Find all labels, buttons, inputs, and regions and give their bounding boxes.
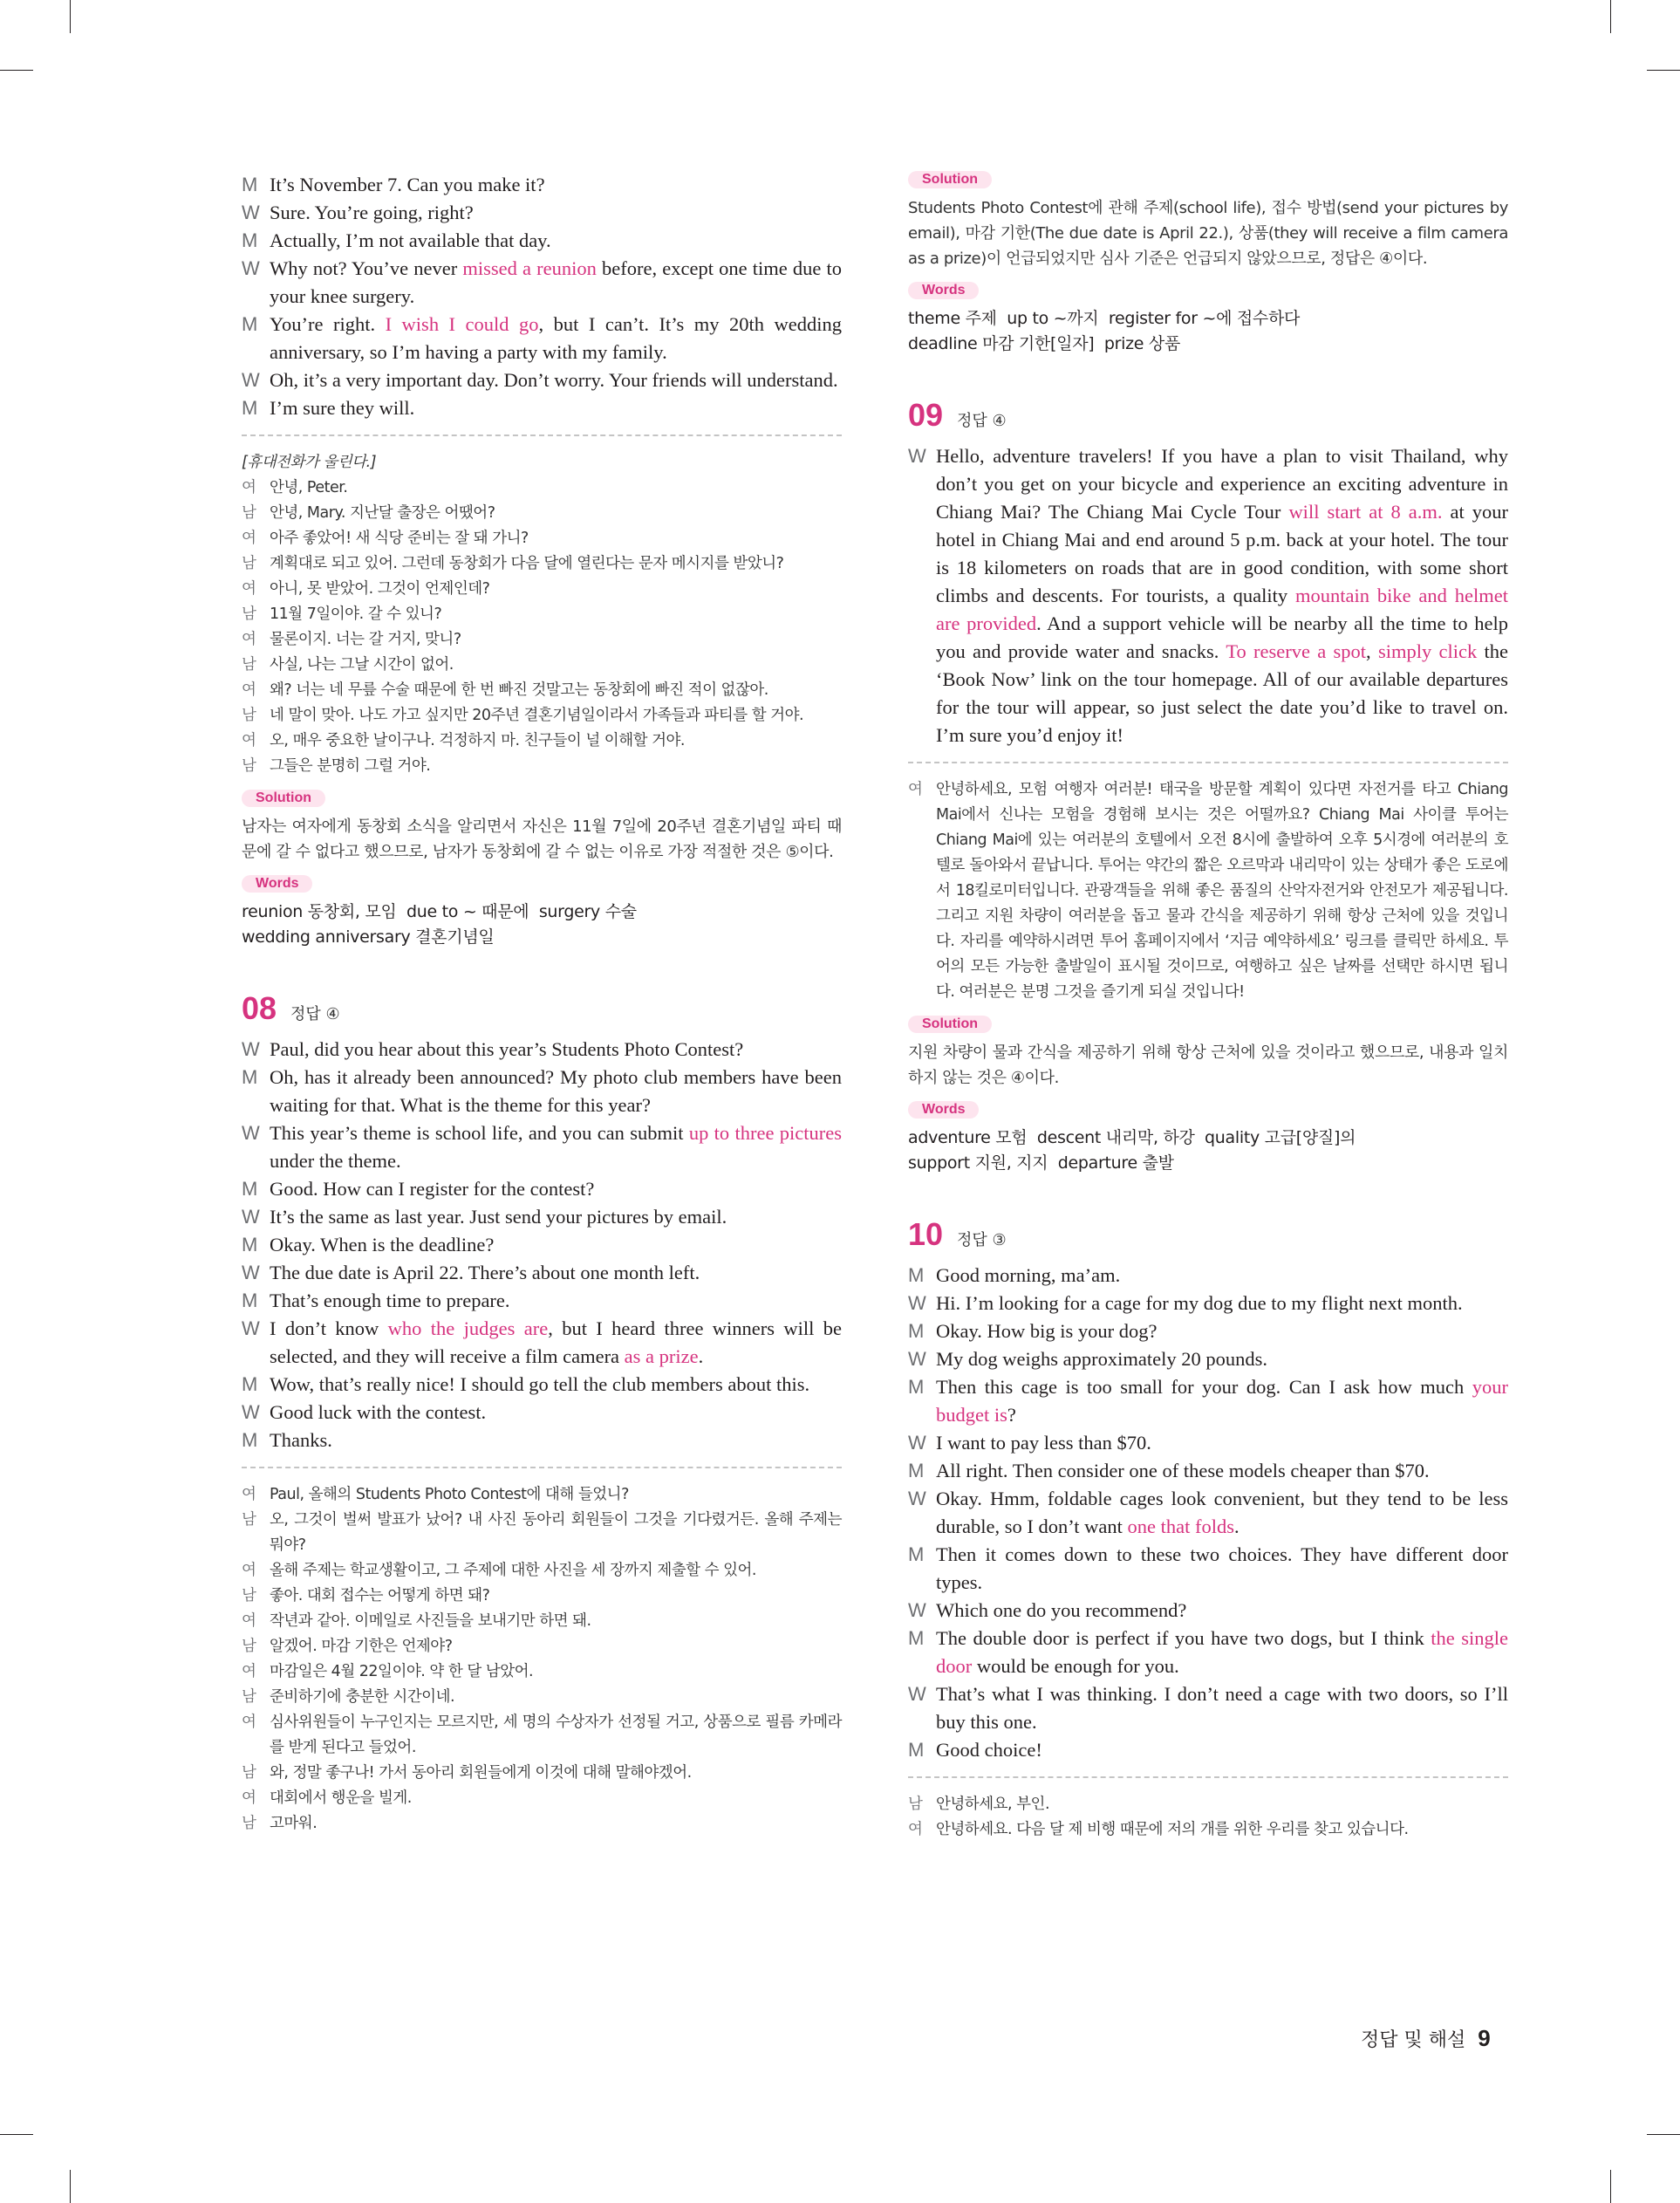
- translation-text: 안녕하세요. 다음 달 제 비행 때문에 저의 개를 위한 우리를 찾고 있습니다.: [936, 1821, 1409, 1838]
- speaker-label: M: [242, 1178, 258, 1200]
- dialogue-line: [908, 1736, 1508, 1764]
- vocab-line: support 지원, 지지 departure 출발: [908, 1153, 1174, 1173]
- crop-mark: [70, 0, 71, 33]
- speaker-label: M: [242, 1373, 258, 1395]
- dialogue-07-continued: [242, 171, 842, 422]
- text-segment: Good. How can I register for the contest?: [270, 1178, 595, 1200]
- translation-text: 물론이지. 너는 갈 거지, 맞니?: [270, 631, 461, 648]
- dialogue-text: [270, 171, 842, 199]
- dialogue-08: [242, 1036, 842, 1454]
- dialogue-line: [242, 1315, 842, 1371]
- speaker-label: W: [908, 1348, 926, 1370]
- speaker-label: W: [908, 1432, 926, 1454]
- dialogue-line: [242, 1203, 842, 1231]
- translation-line: [242, 1558, 842, 1584]
- dialogue-line: [908, 1345, 1508, 1373]
- dialogue-line: [908, 1680, 1508, 1736]
- dialogue-text: [270, 366, 842, 394]
- dashed-divider: [908, 762, 1508, 763]
- speaker-label: W: [908, 1488, 926, 1509]
- speaker-label: 남: [242, 1638, 256, 1655]
- question-08-header: [242, 990, 842, 1027]
- text-segment: Then it comes down to these two choices. They have different door types.: [936, 1543, 1508, 1593]
- highlighted-phrase: your budget is: [936, 1376, 1508, 1426]
- text-segment: would be enough for you.: [972, 1655, 1179, 1677]
- dialogue-text: [936, 1541, 1508, 1597]
- translation-text: 안녕하세요, 모험 여행자 여러분! 태국을 방문할 계획이 있다면 자전거를 타고 Chiang Mai에서 신나는 모험을 경험해 보시는 것은 어떨까요? Chiang Mai 사이클 투어는 Chiang Mai에 있는 여러분의 호텔에서 오전 8시에 출발하여 오후 5시경에 여러분의 호텔로 돌아와서 끝납니다. 투어는 약간의 짧은 오르막과 내리막이 있는 상태가 좋은 도로에서 18킬로미터입니다. 관광객들을 위해 좋은 품질의 산악자전거와 안전모가 제공됩니다. 그리고 지원 차량이 여러분을 돕고 물과 간식을 제공하기 위해 항상 근처에 있을 것입니다. 자리를 예약하시려면 투어 홈페이지에서 ‘지금 예약하세요’ 링크를 클릭만 하세요. 투어의 모든 가능한 출발일이 표시될 것이므로, 여행하고 싶은 날짜를 선택만 하시면 됩니다. 여러분은 분명 그것을 즐기게 되실 것입니다!: [936, 781, 1508, 1001]
- translation-line: [242, 526, 842, 551]
- speaker-label: M: [242, 229, 258, 251]
- dialogue-text: [270, 1064, 842, 1119]
- text-segment: Good luck with the contest.: [270, 1401, 487, 1423]
- dialogue-text: [936, 1625, 1508, 1680]
- translation-text: 안녕, Peter.: [270, 479, 348, 496]
- translation-line: [242, 729, 842, 754]
- translation-line: [242, 1609, 842, 1634]
- dialogue-line: [242, 1231, 842, 1259]
- dialogue-line: [242, 1119, 842, 1175]
- dialogue-line: [908, 1290, 1508, 1317]
- translation-text: 네 말이 맞아. 나도 가고 싶지만 20주년 결혼기념일이라서 가족들과 파티를 할 거야.: [270, 707, 804, 724]
- speaker-label: 여: [242, 1714, 256, 1731]
- dialogue-text: [936, 1317, 1508, 1345]
- speaker-label: M: [242, 397, 258, 419]
- question-09-header: [908, 397, 1508, 434]
- right-column: [908, 171, 1508, 1843]
- speaker-label: 여: [242, 1486, 256, 1503]
- solution-badge: Solution: [908, 1016, 992, 1033]
- dialogue-text: [270, 394, 842, 422]
- speaker-label: 남: [242, 707, 256, 724]
- text-segment: Okay. How big is your dog?: [936, 1320, 1158, 1342]
- speaker-label: 남: [242, 1688, 256, 1706]
- words-badge: Words: [908, 282, 979, 299]
- dialogue-text: [270, 1231, 842, 1259]
- text-segment: It’s November 7. Can you make it?: [270, 174, 545, 195]
- dialogue-text: [270, 1259, 842, 1287]
- translation-line: [242, 577, 842, 602]
- translation-line: [242, 1685, 842, 1710]
- translation-text: 오, 그것이 벌써 발표가 났어? 내 사진 동아리 회원들이 그것을 기다렸거든. 올해 주제는 뭐야?: [270, 1511, 842, 1554]
- text-segment: before, except one time due to your knee surgery.: [270, 257, 842, 307]
- text-segment: .: [698, 1345, 704, 1367]
- crop-mark: [1610, 0, 1611, 33]
- translation-text: 계획대로 되고 있어. 그런데 동창회가 다음 달에 열린다는 문자 메시지를 받았니?: [270, 555, 784, 572]
- page-number: 9: [1478, 2025, 1491, 2051]
- dialogue-line: [908, 1373, 1508, 1429]
- translation-line: [242, 1786, 842, 1811]
- translation-line: [242, 475, 842, 501]
- text-segment: Hi. I’m looking for a cage for my dog due to my flight next month.: [936, 1292, 1463, 1314]
- dialogue-text: [270, 1203, 842, 1231]
- speaker-label: M: [908, 1264, 925, 1286]
- answer-label: 정답 ④: [290, 1005, 340, 1023]
- text-segment: Wow, that’s really nice! I should go tell the club members about this.: [270, 1373, 810, 1395]
- speaker-label: W: [242, 257, 260, 279]
- translation-line: [242, 602, 842, 627]
- dialogue-text: [936, 1597, 1508, 1625]
- dialogue-line: [908, 1625, 1508, 1680]
- translation-line: [242, 678, 842, 703]
- translation-text: 안녕, Mary. 지난달 출장은 어땠어?: [270, 504, 495, 522]
- dialogue-line: [908, 1457, 1508, 1485]
- dialogue-text: [936, 1429, 1508, 1457]
- speaker-label: M: [908, 1627, 925, 1649]
- text-segment: ,: [1366, 640, 1378, 662]
- speaker-label: W: [242, 1122, 260, 1144]
- speaker-label: 여: [242, 1562, 256, 1579]
- speaker-label: M: [242, 1429, 258, 1451]
- speaker-label: M: [242, 1234, 258, 1255]
- translation-text: 와, 정말 좋구나! 가서 동아리 회원들에게 이것에 대해 말해야겠어.: [270, 1764, 692, 1782]
- speaker-label: 여: [242, 1612, 256, 1630]
- speaker-label: 남: [242, 1587, 256, 1604]
- question-number: 09: [908, 397, 944, 433]
- text-segment: It’s the same as last year. Just send your pictures by email.: [270, 1206, 727, 1228]
- text-segment: Thanks.: [270, 1429, 332, 1451]
- text-segment: .: [1234, 1515, 1240, 1537]
- text-segment: Sure. You’re going, right?: [270, 202, 474, 223]
- speaker-label: 여: [242, 1663, 256, 1680]
- speaker-label: M: [908, 1460, 925, 1481]
- dialogue-line: [242, 366, 842, 394]
- vocab-line: adventure 모험 descent 내리막, 하강 quality 고급[양질]의: [908, 1128, 1356, 1147]
- speaker-label: 남: [242, 1511, 256, 1529]
- speaker-label: M: [908, 1543, 925, 1565]
- left-column: [242, 171, 842, 1837]
- translation-line: [242, 1634, 842, 1659]
- speaker-label: W: [242, 1038, 260, 1060]
- translation-line: [908, 777, 1508, 1005]
- dialogue-line: [242, 394, 842, 422]
- speaker-label: 남: [908, 1796, 923, 1813]
- speaker-label: 여: [242, 479, 256, 496]
- highlighted-phrase: simply click: [1377, 640, 1478, 662]
- dialogue-text: [270, 1426, 842, 1454]
- speaker-label: 남: [242, 504, 256, 522]
- text-segment: I want to pay less than $70.: [936, 1432, 1151, 1454]
- highlighted-phrase: will start at 8 a.m.: [1288, 501, 1443, 523]
- translation-line: [908, 1792, 1508, 1817]
- text-segment: ?: [1007, 1404, 1016, 1426]
- translation-text: 그들은 분명히 그럴 거야.: [270, 757, 431, 775]
- translation-text: 고마워.: [270, 1815, 318, 1832]
- dialogue-line: [242, 1371, 842, 1399]
- speaker-label: 남: [242, 1764, 256, 1782]
- text-segment: That’s enough time to prepare.: [270, 1290, 510, 1311]
- speaker-label: 남: [242, 656, 256, 674]
- dialogue-text: [936, 1290, 1508, 1317]
- speaker-label: W: [242, 369, 260, 391]
- solution-badge: Solution: [242, 790, 325, 807]
- korean-translation-09: [908, 777, 1508, 1005]
- text-segment: the ‘Book Now’ link on the tour homepage. All of our available departures for the tour will appear, so just select the date you’d like to travel on. I’m sure you’d enjoy it!: [936, 640, 1508, 746]
- answer-label: 정답 ④: [957, 412, 1007, 430]
- speaker-label: 여: [242, 530, 256, 547]
- solution-badge: Solution: [908, 171, 992, 188]
- footer-title: 정답 및 해설: [1361, 2029, 1466, 2051]
- translation-text: 작년과 같아. 이메일로 사진들을 보내기만 하면 돼.: [270, 1612, 591, 1630]
- speaker-label: M: [908, 1320, 925, 1342]
- words-badge: Words: [908, 1101, 979, 1119]
- speaker-label: 여: [242, 681, 256, 699]
- speaker-label: M: [242, 1290, 258, 1311]
- crop-mark: [0, 2134, 33, 2135]
- translation-line: [242, 1584, 842, 1609]
- crop-mark: [1610, 2170, 1611, 2203]
- crop-mark: [1647, 2134, 1680, 2135]
- dialogue-line: [908, 1317, 1508, 1345]
- vocab-line: wedding anniversary 결혼기념일: [242, 927, 495, 947]
- text-segment: Okay. Hmm, foldable cages look convenient, but they tend to be less durable, so I don’t want: [936, 1488, 1508, 1537]
- text-segment: Oh, it’s a very important day. Don’t worry. Your friends will understand.: [270, 369, 838, 391]
- question-10-header: [908, 1216, 1508, 1253]
- dialogue-text: [936, 442, 1508, 749]
- text-segment: , but I can’t. It’s my 20th wedding anniversary, so I’m having a party with my family.: [270, 313, 843, 363]
- highlighted-phrase: missed a reunion: [462, 257, 597, 279]
- vocab-line: reunion 동창회, 모임 due to ~ 때문에 surgery 수술: [242, 902, 637, 921]
- speaker-label: M: [242, 1066, 258, 1088]
- dialogue-line: [908, 1262, 1508, 1290]
- solution-07: 남자는 여자에게 동창회 소식을 알리면서 자신은 11월 7일에 20주년 결혼기념일 파티 때문에 갈 수 없다고 했으므로, 남자가 동창회에 갈 수 없는 이유로 가장 적절한 것은 ⑤이다.: [242, 818, 842, 861]
- text-segment: Paul, did you hear about this year’s Students Photo Contest?: [270, 1038, 744, 1060]
- solution-08: Students Photo Contest에 관해 주제(school life), 접수 방법(send your pictures by email), 마감 기한(The due date is April 22.), 상품(they will receive a film camera as a prize)이 언급되었지만 심사 기준은 언급되지 않았으므로, 정답은 ④이다.: [908, 199, 1508, 268]
- translation-text: 올해 주제는 학교생활이고, 그 주제에 대한 사진을 세 장까지 제출할 수 있어.: [270, 1562, 756, 1579]
- crop-mark: [0, 70, 33, 71]
- speaker-label: M: [242, 174, 258, 195]
- dialogue-line: [242, 227, 842, 255]
- translation-line: [242, 703, 842, 729]
- dialogue-line: [242, 1287, 842, 1315]
- text-segment: You’re right.: [270, 313, 386, 335]
- translation-line: [242, 501, 842, 526]
- highlighted-phrase: mountain bike and helmet are provided: [936, 585, 1508, 634]
- dialogue-line: [242, 1259, 842, 1287]
- crop-mark: [70, 2170, 71, 2203]
- dialogue-text: [270, 1315, 842, 1371]
- translation-text: 대회에서 행운을 빌게.: [270, 1789, 412, 1807]
- dialogue-line: [242, 1399, 842, 1426]
- text-segment: All right. Then consider one of these models cheaper than $70.: [936, 1460, 1430, 1481]
- dialogue-line: [908, 1485, 1508, 1541]
- dialogue-text: [270, 311, 842, 366]
- speaker-label: 여: [908, 1821, 923, 1838]
- speaker-label: 남: [242, 555, 256, 572]
- vocab-line: deadline 마감 기한[일자] prize 상품: [908, 334, 1181, 353]
- translation-line: [242, 653, 842, 678]
- text-segment: Good morning, ma’am.: [936, 1264, 1121, 1286]
- words-07: [242, 900, 842, 950]
- words-badge: Words: [242, 875, 312, 893]
- text-segment: My dog weighs approximately 20 pounds.: [936, 1348, 1267, 1370]
- dialogue-line: [242, 1426, 842, 1454]
- crop-mark: [1647, 70, 1680, 71]
- dialogue-line: [242, 311, 842, 366]
- text-segment: Oh, has it already been announced? My photo club members have been waiting for that. What is the theme for this year?: [270, 1066, 842, 1116]
- highlighted-phrase: the single door: [936, 1627, 1509, 1677]
- speaker-label: W: [908, 1292, 926, 1314]
- dialogue-10: [908, 1262, 1508, 1764]
- translation-line: [242, 1508, 842, 1558]
- speaker-label: 여: [242, 631, 256, 648]
- translation-text: 11월 7일이야. 갈 수 있니?: [270, 605, 442, 623]
- translation-text: 심사위원들이 누구인지는 모르지만, 세 명의 수상자가 선정될 거고, 상품으로 필름 카메라를 받게 된다고 들었어.: [270, 1714, 842, 1756]
- text-segment: under the theme.: [270, 1150, 401, 1172]
- highlighted-phrase: one that folds: [1127, 1515, 1235, 1537]
- speaker-label: M: [242, 313, 258, 335]
- highlighted-phrase: To reserve a spot: [1226, 640, 1367, 662]
- dialogue-text: [936, 1345, 1508, 1373]
- dialogue-text: [936, 1680, 1508, 1736]
- dialogue-line: [908, 1429, 1508, 1457]
- text-segment: That’s what I was thinking. I don’t need a cage with two doors, so I’ll buy this one.: [936, 1683, 1508, 1733]
- dialogue-text: [936, 1457, 1508, 1485]
- speaker-label: W: [242, 1401, 260, 1423]
- translation-line: [242, 1761, 842, 1786]
- dialogue-line: [242, 1064, 842, 1119]
- dialogue-line: [242, 1036, 842, 1064]
- translation-text: 마감일은 4월 22일이야. 약 한 달 남았어.: [270, 1663, 534, 1680]
- translation-text: 왜? 너는 네 무릎 수술 때문에 한 번 빠진 것말고는 동창회에 빠진 적이 없잖아.: [270, 681, 768, 699]
- translation-line: [908, 1817, 1508, 1843]
- speaker-label: 여: [242, 732, 256, 749]
- text-segment: Actually, I’m not available that day.: [270, 229, 551, 251]
- question-number: 08: [242, 990, 277, 1026]
- answer-label: 정답 ③: [957, 1231, 1007, 1249]
- dialogue-line: [908, 1541, 1508, 1597]
- dialogue-text: [270, 199, 842, 227]
- text-segment: Good choice!: [936, 1739, 1042, 1761]
- speaker-label: 여: [908, 781, 923, 798]
- dialogue-text: [270, 1175, 842, 1203]
- speaker-label: W: [908, 1599, 926, 1621]
- dialogue-09: [908, 442, 1508, 749]
- solution-09: 지원 차량이 물과 간식을 제공하기 위해 항상 근처에 있을 것이라고 했으므로, 내용과 일치하지 않는 것은 ④이다.: [908, 1043, 1508, 1087]
- translation-text: 오, 매우 중요한 날이구나. 걱정하지 마. 친구들이 널 이해할 거야.: [270, 732, 685, 749]
- translation-line: [242, 1811, 842, 1837]
- korean-translation-07: [242, 450, 842, 779]
- translation-text: 준비하기에 충분한 시간이네.: [270, 1688, 455, 1706]
- dialogue-text: [270, 1399, 842, 1426]
- translation-lines: [242, 475, 842, 779]
- question-number: 10: [908, 1216, 944, 1252]
- dialogue-line: [242, 255, 842, 311]
- text-segment: Which one do you recommend?: [936, 1599, 1187, 1621]
- speaker-label: 남: [242, 1815, 256, 1832]
- translation-line: [242, 754, 842, 779]
- text-segment: This year’s theme is school life, and you can submit: [270, 1122, 689, 1144]
- dialogue-text: [270, 227, 842, 255]
- text-segment: , but I heard three winners will be selected, and they will receive a film camera: [270, 1317, 842, 1367]
- korean-translation-10: [908, 1792, 1508, 1843]
- highlighted-phrase: who the judges are: [387, 1317, 549, 1339]
- text-segment: The due date is April 22. There’s about one month left.: [270, 1262, 700, 1283]
- dialogue-text: [270, 1287, 842, 1315]
- speaker-label: 여: [242, 580, 256, 598]
- text-segment: . And a support vehicle will be nearby all the time to help you and provide water and snacks.: [936, 612, 1508, 662]
- translation-text: 안녕하세요, 부인.: [936, 1796, 1050, 1813]
- dashed-divider: [242, 434, 842, 436]
- vocab-line: theme 주제 up to ~까지 register for ~에 접수하다: [908, 309, 1301, 328]
- translation-line: [242, 551, 842, 577]
- text-segment: at your hotel in Chiang Mai and end around 5 p.m. back at your hotel. The tour is 18 kilometers on roads that are in good condition, with some short climbs and descents. For tourists, a quality: [936, 501, 1509, 606]
- translation-text: 아니, 못 받았어. 그것이 언제인데?: [270, 580, 490, 598]
- highlighted-phrase: as a prize: [624, 1345, 699, 1367]
- speaker-label: 남: [242, 757, 256, 775]
- translation-text: 아주 좋았어! 새 식당 준비는 잘 돼 가니?: [270, 530, 529, 547]
- words-08: [908, 306, 1508, 357]
- dialogue-text: [270, 1371, 842, 1399]
- translation-line: [242, 1710, 842, 1761]
- translation-note: [휴대전화가 울린다.]: [242, 454, 377, 471]
- highlighted-phrase: up to three pictures: [688, 1122, 842, 1144]
- korean-translation-08: [242, 1482, 842, 1837]
- dialogue-line: [242, 1175, 842, 1203]
- speaker-label: W: [242, 1206, 260, 1228]
- dashed-divider: [908, 1776, 1508, 1778]
- speaker-label: W: [908, 445, 926, 467]
- text-segment: Okay. When is the deadline?: [270, 1234, 495, 1255]
- speaker-label: W: [242, 1317, 260, 1339]
- speaker-label: W: [242, 1262, 260, 1283]
- dialogue-text: [270, 255, 842, 311]
- translation-line: [242, 627, 842, 653]
- translation-text: Paul, 올해의 Students Photo Contest에 대해 들었니?: [270, 1486, 629, 1503]
- words-09: [908, 1125, 1508, 1176]
- dialogue-line: [908, 1597, 1508, 1625]
- speaker-label: M: [908, 1739, 925, 1761]
- translation-text: 사실, 나는 그날 시간이 없어.: [270, 656, 454, 674]
- dialogue-text: [270, 1036, 842, 1064]
- dashed-divider: [242, 1467, 842, 1468]
- text-segment: I’m sure they will.: [270, 397, 415, 419]
- dialogue-text: [936, 1373, 1508, 1429]
- dialogue-line: [242, 171, 842, 199]
- dialogue-text: [936, 1485, 1508, 1541]
- dialogue-line: [908, 442, 1508, 749]
- text-segment: Hello, adventure travelers! If you have a plan to visit Thailand, why don’t you get on your bicycle and experience an exciting adventure in Chiang Mai? The Chiang Mai Cycle Tour: [936, 445, 1508, 523]
- translation-text: 좋아. 대회 접수는 어떻게 하면 돼?: [270, 1587, 490, 1604]
- translation-line: [242, 1482, 842, 1508]
- highlighted-phrase: I wish I could go: [385, 313, 539, 335]
- speaker-label: 여: [242, 1789, 256, 1807]
- speaker-label: 남: [242, 605, 256, 623]
- text-segment: The double door is perfect if you have two dogs, but I think: [936, 1627, 1431, 1649]
- translation-line: [242, 1659, 842, 1685]
- page-footer: [1361, 2025, 1491, 2052]
- text-segment: Why not? You’ve never: [270, 257, 463, 279]
- translation-text: 알겠어. 마감 기한은 언제야?: [270, 1638, 453, 1655]
- dialogue-line: [242, 199, 842, 227]
- text-segment: Then this cage is too small for your dog. Can I ask how much: [936, 1376, 1472, 1398]
- dialogue-text: [936, 1736, 1508, 1764]
- speaker-label: W: [242, 202, 260, 223]
- speaker-label: W: [908, 1683, 926, 1705]
- dialogue-text: [936, 1262, 1508, 1290]
- speaker-label: M: [908, 1376, 925, 1398]
- dialogue-text: [270, 1119, 842, 1175]
- text-segment: I don’t know: [270, 1317, 388, 1339]
